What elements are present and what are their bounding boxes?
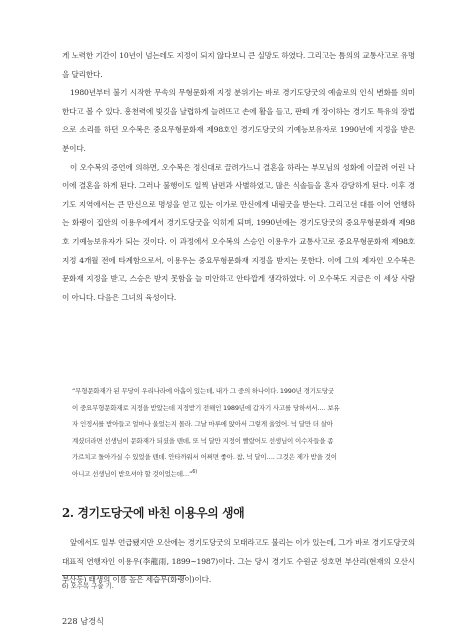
quote-line: 자 인정서를 받아들고 얼마나 울었는지 몰라. 그날 마루에 앉아서 그렇게 울었어. 넉 달만 더 살아	[72, 420, 333, 429]
testimony-quote	[72, 383, 410, 483]
paragraph-2: 1980년부터 불기 시작한 무속의 무형문화재 지정 분위기는 바로 경기도당굿의 예술로의 인식 변화를 의미한다고 볼 수 있다. 흥천력에 빛깃을 날렵하게 늘려뜨고 손에 활을 들고, 판떼 개 장이하는 경기도 특유의 장법으로 소리를 하던 오수복은 중요무형문화재 제98호인 경기도당굿의 기예능보유자로 1990년에 지정을 받은 분이다.	[62, 88, 415, 153]
footnote-divider	[62, 575, 186, 576]
intro-text	[62, 47, 415, 307]
quote-line: 가르치고 돌아가실 수 있었을 텐데. 안타까워서 어쩌면 좋아. 참, 넉 달이…. 그것은 제가 받을 것이	[72, 453, 337, 462]
quote-line: “무형문화재가 된 무당이 우리나라에 아홉이 있는데, 내가 그 중의 하나이다. 1990년 경기도당굿	[72, 387, 335, 395]
section-heading: 2. 경기도당굿에 바친 이용우의 생애	[62, 506, 245, 520]
paragraph-4: 앞에서도 일부 언급됐지만 오산에는 경기도당굿의 모태라고도 불리는 이가 있는데, 그가 바로 경기도당굿의 대표적 연행자인 이용우(李龍雨, 1899~1987)이다. 그는 당시 경기도 수원군 성호면 부산리(현재의 오산시 부산동) 태생의 이름 높은 세습무(화랭이)이다.	[62, 538, 415, 585]
page-number: 228 남경식	[62, 616, 104, 626]
quote-line: 이 중요무형문화재로 지정을 받았는데 지정받기 전해인 1989년에 갑자기 사고를 당하셔서…. 보유	[72, 403, 340, 412]
footnote: 6) 오수복 구술 기.	[62, 582, 114, 590]
quote-line-text: 아니고 선생님이 받으셔야 할 것이었는데…”	[72, 469, 193, 478]
footnote-reference: 6)	[192, 468, 198, 475]
quote-line: 계셨더라면 선생님이 문화재가 되셨을 텐데, 또 넉 달만 지정이 빨랐어도 선생님이 이수자들을 좀	[72, 436, 334, 445]
section-body-text	[62, 534, 415, 590]
quote-line-last	[72, 466, 410, 483]
paragraph-1: 게 노력한 기간이 10년이 넘는데도 지정이 되지 않다보니 큰 실망도 하였다. 그리고는 틈의의 교통사고로 유명을 달리한다.	[62, 51, 415, 79]
paragraph-3: 이 오수복의 증언에 의하면, 오수복은 정신대로 끌려가느니 결혼을 하라는 부모님의 성화에 이끌려 어린 나이에 결혼을 하게 된다. 그러나 불행이도 일찍 남편과 사별하였고, 많은 식솔들을 혼자 감당하게 된다. 이후 경기도 지역에서는 큰 만신으로 명성을 얻고 있는 이가로 만신에게 내림굿을 받는다. 그리고선 대를 이어 연행하는 화랭이 집안의 이용우에게서 경기도당굿을 익히게 되며, 1990년에는 경기도당굿의 중요무형문화재 제98호 기예능보유자가 되는 것이다. 이 과정에서 오수복의 스승인 이용우가 교통사고로 중요무형문화재 제98호 지정 4개월 전에 타계함으로서, 이용우는 중요무형문화재 지정을 받지는 못한다. 이에 그의 제자인 오수복은 문화재 지정을 받고, 스승은 받지 못함을 늘 미안하고 안타깝게 생각하였다. 이 오수복도 지금은 이 세상 사람이 아니다. 다음은 그녀의 육성이다.	[62, 162, 415, 302]
